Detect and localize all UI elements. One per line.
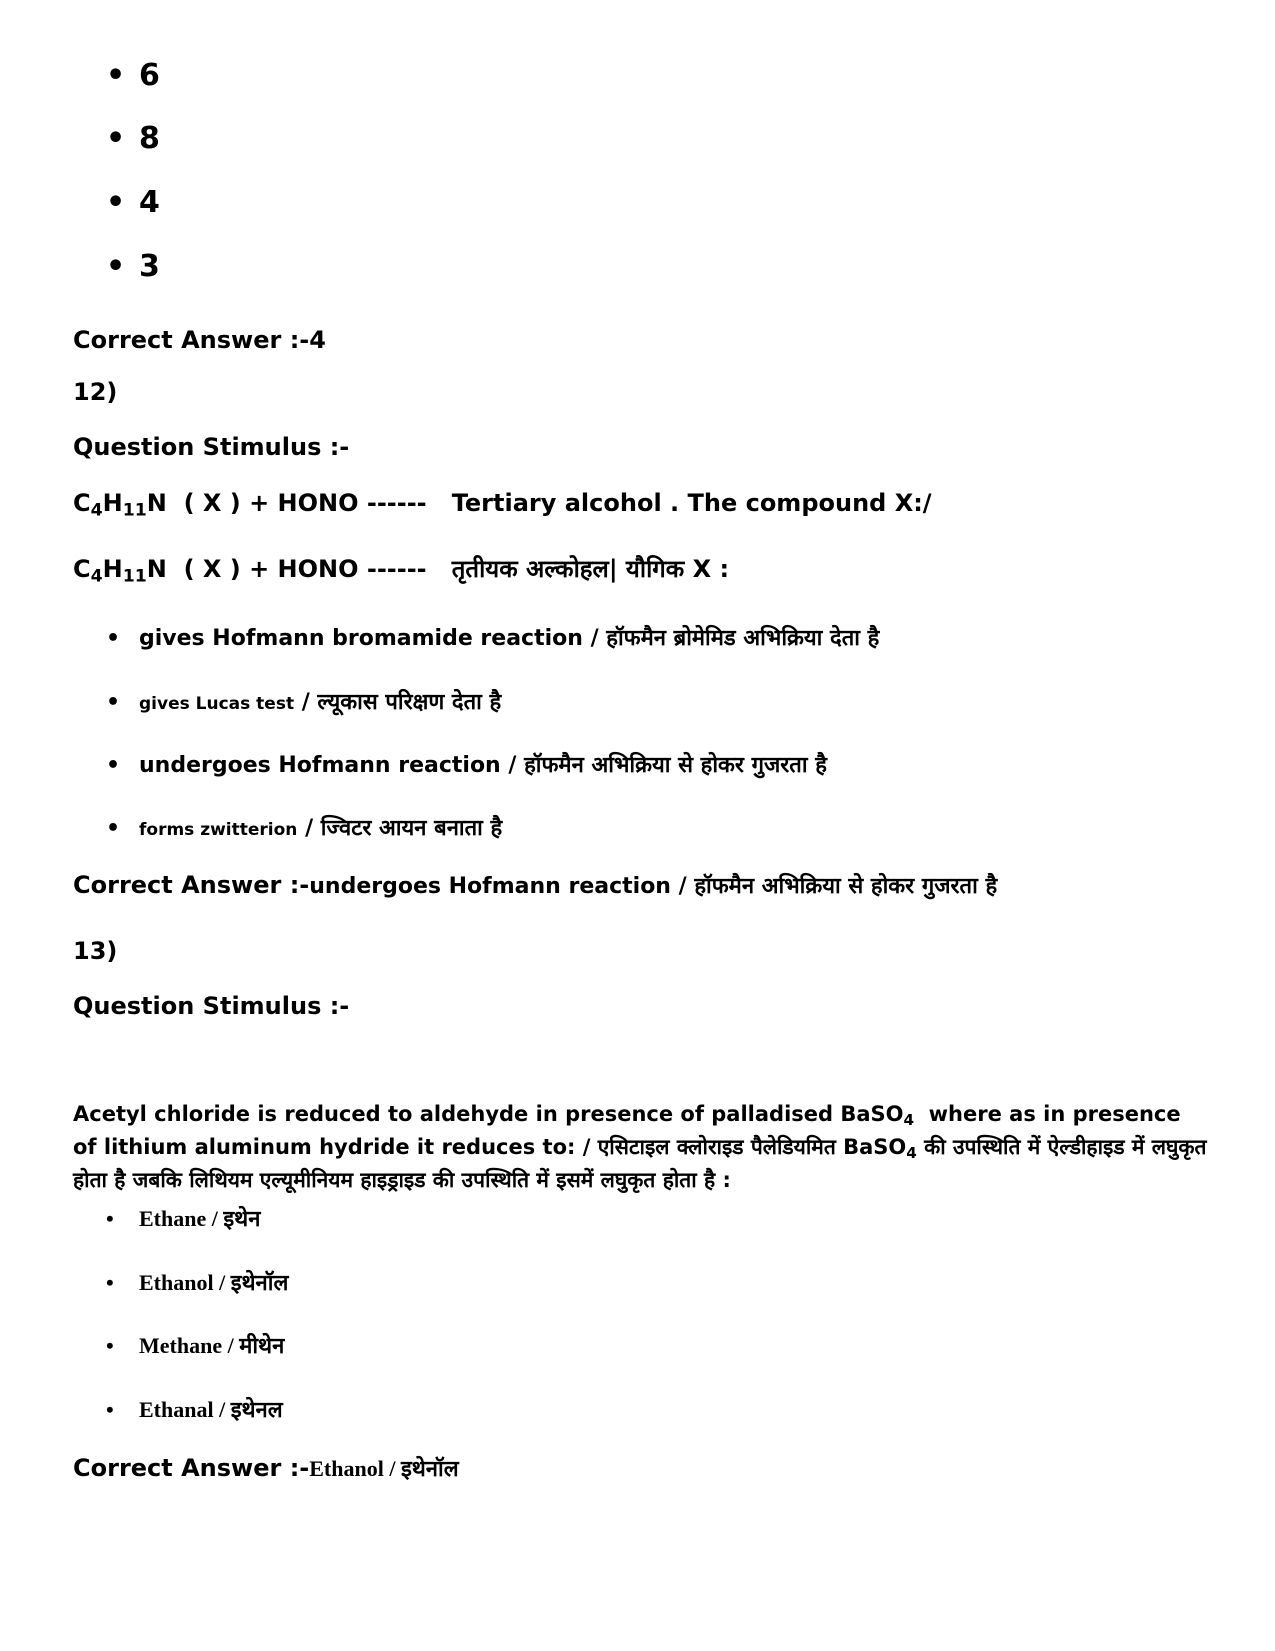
q13-option-1 (106, 1203, 260, 1233)
q13-stimulus-label: Question Stimulus :- (73, 992, 350, 1020)
q12-stimulus-english: $C_4H_{11}N$ ( X ) + HONO ------ Tertiary alcohol . The compound X:/ (73, 489, 932, 521)
option-text: Ethane / इथेन (139, 1206, 261, 1231)
q12-number: 12) (73, 378, 118, 406)
q12-option-1 (106, 622, 879, 652)
bullet-icon: • (106, 753, 121, 778)
bullet-icon: • (106, 1206, 114, 1231)
bullet-icon: • (106, 816, 121, 841)
correct-answer-value: 4 (309, 326, 326, 354)
option-text: forms zwitterion (139, 820, 298, 840)
correct-answer-value: Ethanol / इथेनॉल (309, 1456, 459, 1481)
q13-number: 13) (73, 937, 118, 965)
option-text: undergoes Hofmann reaction / हॉफमैन अभिक्रिया से होकर गुजरता है (139, 753, 827, 778)
option-text: 3 (139, 249, 160, 284)
q11-option-4 (106, 249, 160, 284)
option-text: 8 (139, 121, 160, 156)
q11-option-2 (106, 121, 160, 156)
q13-option-3 (106, 1330, 284, 1360)
option-text: 6 (139, 58, 160, 93)
q11-option-3 (106, 185, 160, 220)
bullet-icon: • (106, 1270, 114, 1295)
option-text: Methane / मीथेन (139, 1333, 285, 1358)
option-text: gives Lucas test (139, 694, 295, 714)
correct-answer-value: undergoes Hofmann reaction / हॉफमैन अभिक्रिया से होकर गुजरता है (309, 874, 998, 899)
option-text: Ethanol / इथेनॉल (139, 1270, 289, 1295)
bullet-icon: • (106, 185, 126, 220)
q13-correct-answer (73, 1453, 459, 1483)
correct-answer-label: Correct Answer :- (73, 326, 310, 354)
q11-option-1 (106, 58, 160, 93)
q13-option-4 (106, 1394, 283, 1424)
option-text: gives Hofmann bromamide reaction / हॉफमैन ब्रोमेमिड अभिक्रिया देता है (139, 626, 880, 651)
q12-correct-answer (73, 870, 997, 900)
bullet-icon: • (106, 690, 121, 715)
q12-option-4 (106, 812, 502, 842)
bullet-icon: • (106, 249, 126, 284)
bullet-icon: • (106, 626, 121, 651)
bullet-icon: • (106, 58, 126, 93)
q13-option-2 (106, 1267, 288, 1297)
q12-option-3 (106, 749, 827, 779)
option-text: 4 (139, 185, 160, 220)
q13-stimulus-text: Acetyl chloride is reduced to aldehyde in presence of palladised BaSO$_4$ where as in presence of lithium aluminum hydride it reduces to: / एसिटाइल क्लोराइड पैलेडियमित BaSO$_4$ की उपस्थिति में ऐल्डीहाइड में लघुकृत होता है जबकि लिथियम एल्यूमीनियम हाइड्राइड की उपस्थिति में इसमें लघुकृत होता है : (73, 1102, 1207, 1192)
q12-stimulus-label: Question Stimulus :- (73, 433, 350, 461)
option-text-hindi: / ज्विटर आयन बनाता है (297, 816, 503, 841)
bullet-icon: • (106, 1333, 114, 1358)
option-text-hindi: / ल्यूकास परिक्षण देता है (294, 690, 502, 715)
option-text: Ethanal / इथेनल (139, 1397, 283, 1422)
q12-option-2 (106, 686, 501, 716)
bullet-icon: • (106, 121, 126, 156)
correct-answer-label: Correct Answer :- (73, 871, 310, 899)
q12-stimulus-hindi: $C_4H_{11}N$ ( X ) + HONO ------ तृतीयक अल्कोहल| यौगिक X : (73, 555, 730, 587)
bullet-icon: • (106, 1397, 114, 1422)
q11-correct-answer (73, 326, 326, 354)
correct-answer-label: Correct Answer :- (73, 1454, 310, 1482)
